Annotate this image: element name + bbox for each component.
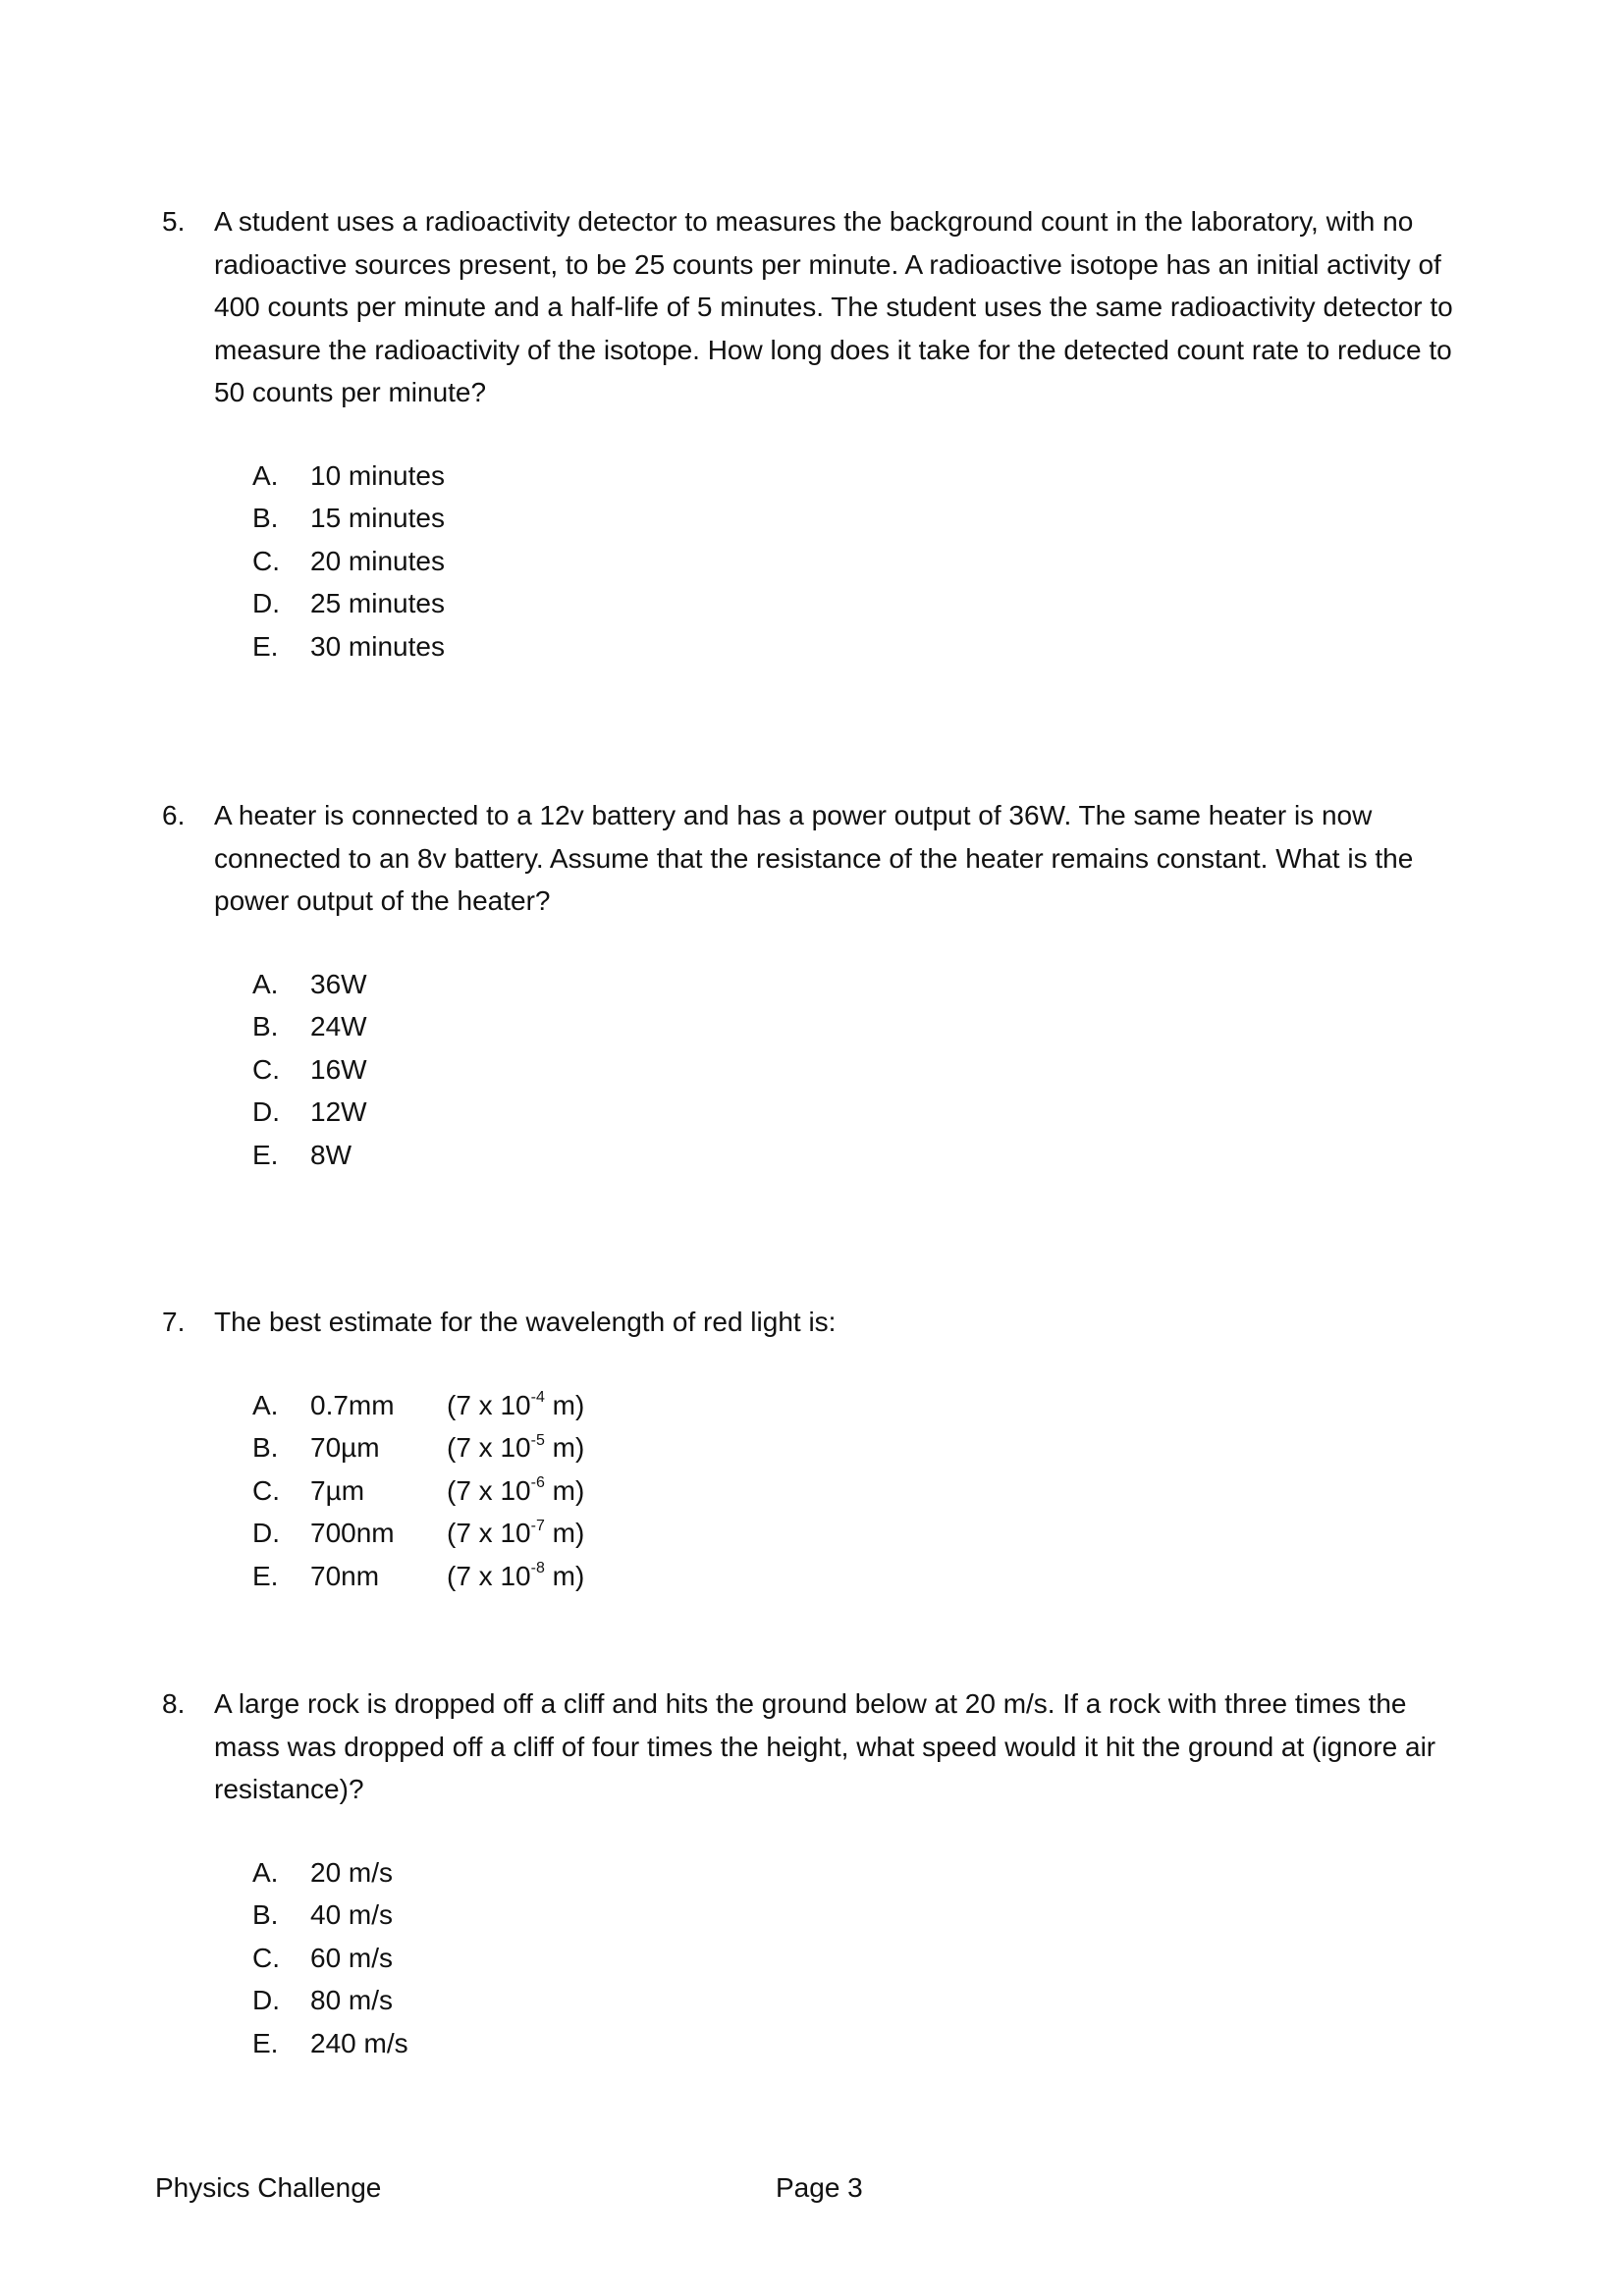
option-e[interactable] bbox=[252, 1134, 1478, 1177]
option-d[interactable] bbox=[252, 1091, 1478, 1134]
option-scientific-notation bbox=[447, 1469, 584, 1513]
question-8 bbox=[162, 1682, 1478, 2064]
option-letter: C. bbox=[252, 1053, 280, 1085]
sci-suffix: m) bbox=[544, 1389, 585, 1420]
option-c[interactable] bbox=[252, 1937, 1478, 1980]
option-a[interactable] bbox=[252, 1384, 1478, 1427]
option-letter: E. bbox=[252, 2027, 279, 2058]
page-number: Page 3 bbox=[776, 2172, 863, 2203]
sci-exponent: -5 bbox=[530, 1431, 545, 1449]
option-a[interactable] bbox=[252, 963, 1478, 1006]
option-e[interactable] bbox=[252, 625, 1478, 668]
option-value: 24W bbox=[310, 1011, 367, 1041]
option-value: 16W bbox=[310, 1053, 367, 1085]
question-text: The best estimate for the wavelength of red light is: bbox=[214, 1307, 837, 1337]
sci-suffix: m) bbox=[544, 1474, 585, 1506]
question-text: A large rock is dropped off a cliff and hits the ground below at 20 m/s. If a rock with three times the mass was dropped off a cliff of four times the height, what speed would it hit the ground at (ignore air resistance)? bbox=[214, 1688, 1436, 1804]
question-7 bbox=[162, 1301, 1478, 1597]
option-scientific-notation bbox=[447, 1384, 584, 1427]
option-value: 700nm bbox=[310, 1518, 395, 1548]
option-value: 15 minutes bbox=[310, 503, 445, 533]
option-c[interactable] bbox=[252, 540, 1478, 583]
sci-prefix: (7 x 10 bbox=[447, 1560, 531, 1591]
option-value: 12W bbox=[310, 1096, 367, 1127]
sci-prefix: (7 x 10 bbox=[447, 1389, 531, 1420]
answer-options bbox=[252, 963, 1478, 1177]
option-value: 0.7mm bbox=[310, 1389, 395, 1420]
answer-options bbox=[252, 1851, 1478, 2065]
option-b[interactable] bbox=[252, 1894, 1478, 1937]
option-letter: B. bbox=[252, 503, 279, 533]
option-d[interactable] bbox=[252, 582, 1478, 625]
option-letter: B. bbox=[252, 1011, 279, 1041]
option-d[interactable] bbox=[252, 1512, 1478, 1555]
option-letter: A. bbox=[252, 968, 279, 999]
option-a[interactable] bbox=[252, 1851, 1478, 1895]
question-number: 6. bbox=[162, 800, 186, 830]
option-letter: D. bbox=[252, 1985, 280, 2015]
question-text: A student uses a radioactivity detector to measures the background count in the laboratory, with no radioactive sources present, to be 25 counts per minute. A radioactive isotope has an initial activity of 400 counts per minute and a half-life of 5 minutes. The student uses the same radioactivity detector to measure the radioactivity of the isotope. How long does it take for the detected count rate to reduce to 50 counts per minute? bbox=[214, 206, 1453, 407]
option-letter: E. bbox=[252, 1139, 279, 1170]
option-letter: D. bbox=[252, 1518, 280, 1548]
option-value: 25 minutes bbox=[310, 588, 445, 618]
option-value: 8W bbox=[310, 1139, 352, 1170]
answer-options bbox=[252, 1384, 1478, 1598]
option-d[interactable] bbox=[252, 1979, 1478, 2022]
sci-prefix: (7 x 10 bbox=[447, 1474, 531, 1506]
sci-exponent: -8 bbox=[530, 1560, 545, 1577]
sci-exponent: -7 bbox=[530, 1517, 545, 1534]
option-e[interactable] bbox=[252, 1555, 1478, 1598]
option-value: 7µm bbox=[310, 1474, 365, 1506]
answer-options bbox=[252, 454, 1478, 668]
option-a[interactable] bbox=[252, 454, 1478, 498]
question-5 bbox=[162, 200, 1478, 667]
question-6 bbox=[162, 794, 1478, 1176]
option-letter: B. bbox=[252, 1899, 279, 1930]
question-text: A heater is connected to a 12v battery and has a power output of 36W. The same heater is now connected to an 8v battery. Assume that the resistance of the heater remains constant. What is the power output of the heater? bbox=[214, 800, 1414, 916]
option-letter: A. bbox=[252, 1389, 279, 1420]
option-value: 40 m/s bbox=[310, 1899, 394, 1930]
option-letter: C. bbox=[252, 545, 280, 576]
option-value: 70nm bbox=[310, 1560, 380, 1591]
sci-exponent: -6 bbox=[530, 1474, 545, 1492]
question-number: 7. bbox=[162, 1307, 186, 1337]
option-c[interactable] bbox=[252, 1469, 1478, 1513]
option-value: 30 minutes bbox=[310, 630, 445, 662]
option-value: 36W bbox=[310, 968, 367, 999]
sci-prefix: (7 x 10 bbox=[447, 1432, 531, 1463]
option-letter: E. bbox=[252, 630, 279, 662]
option-letter: A. bbox=[252, 1856, 279, 1888]
option-scientific-notation bbox=[447, 1555, 584, 1598]
option-letter: C. bbox=[252, 1474, 280, 1506]
option-letter: C. bbox=[252, 1942, 280, 1973]
option-value: 60 m/s bbox=[310, 1942, 394, 1973]
sci-suffix: m) bbox=[544, 1560, 585, 1591]
option-value: 20 m/s bbox=[310, 1856, 394, 1888]
option-value: 70µm bbox=[310, 1432, 380, 1463]
question-number: 5. bbox=[162, 206, 186, 237]
option-scientific-notation bbox=[447, 1426, 584, 1469]
option-b[interactable] bbox=[252, 1426, 1478, 1469]
option-b[interactable] bbox=[252, 497, 1478, 540]
option-b[interactable] bbox=[252, 1005, 1478, 1048]
option-value: 80 m/s bbox=[310, 1985, 394, 2015]
sci-prefix: (7 x 10 bbox=[447, 1518, 531, 1548]
option-letter: D. bbox=[252, 588, 280, 618]
sci-suffix: m) bbox=[544, 1432, 585, 1463]
sci-suffix: m) bbox=[544, 1518, 585, 1548]
option-scientific-notation bbox=[447, 1512, 584, 1555]
option-letter: A. bbox=[252, 459, 279, 491]
footer-title: Physics Challenge bbox=[155, 2172, 382, 2203]
option-value: 20 minutes bbox=[310, 545, 445, 576]
option-value: 240 m/s bbox=[310, 2027, 408, 2058]
option-e[interactable] bbox=[252, 2022, 1478, 2065]
option-letter: D. bbox=[252, 1096, 280, 1127]
option-c[interactable] bbox=[252, 1048, 1478, 1092]
option-letter: B. bbox=[252, 1432, 279, 1463]
question-number: 8. bbox=[162, 1688, 186, 1719]
option-value: 10 minutes bbox=[310, 459, 445, 491]
sci-exponent: -4 bbox=[530, 1389, 545, 1407]
option-letter: E. bbox=[252, 1560, 279, 1591]
